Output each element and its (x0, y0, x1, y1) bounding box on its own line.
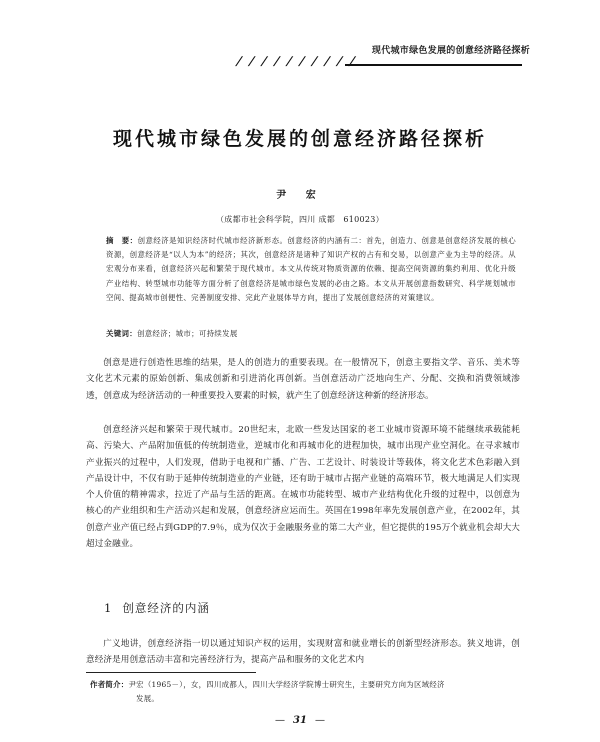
footnote-continuation: 发展。 (136, 694, 160, 703)
body-paragraph-2: 创意经济兴起和繁荣于现代城市。20世纪末，北欧一些发达国家的老工业城市资源环境不能继续承载能耗高、污染大、产品附加值低的传统制造业，逆城市化和再城市化的进程加快，城市出现产业空洞化。在寻求城市产业振兴的过程中，人们发现，借助于电视和广播、广告、工艺设计、时装设计等载体，将文化艺术色彩融入到产品设计中，不仅有助于延伸传统制造业的产业链，还有助于城市占据产业链的高端环节，极大地满足人们实现个人价值的精神需求，拉近了产品与生活的距离。在城市功能转型、城市产业结构优化升级的过程中，以创意为核心的产业组织和生产活动兴起和发展，创意经济应运而生。英国在1998年率先发展创意产业，在2002年，其创意产业产值已经占到GDP的7.9％，成为仅次于金融服务业的第二大产业，但它提供的195万个就业机会却大大超过金融业。 (86, 425, 520, 550)
running-head-ornament: / / / / / / / / / / (234, 54, 359, 68)
section-heading (104, 600, 210, 616)
footnote-label: 作者简介： (90, 680, 129, 689)
affiliation: （成都市社会科学院，四川 成都 610023） (216, 215, 384, 224)
page-number (0, 715, 600, 726)
article-title: 现代城市绿色发展的创意经济路径探析 (112, 128, 487, 150)
running-head-title: 现代城市绿色发展的创意经济路径探析 (371, 46, 530, 56)
keywords (106, 327, 516, 341)
keywords-text: 创意经济；城市；可持续发展 (136, 329, 238, 338)
footnote-rule (86, 672, 256, 673)
page-dash-left: — (275, 715, 286, 726)
section-title: 创意经济的内涵 (122, 601, 210, 615)
footnote (90, 678, 520, 706)
page-dash-right: — (314, 715, 325, 726)
section-number: 1 (104, 601, 113, 615)
abstract-label: 摘 要： (106, 236, 138, 245)
running-head (0, 10, 600, 72)
running-head-rule (345, 64, 522, 66)
body-paragraph-1: 创意是进行创造性思维的结果，是人的创造力的重要表现。在一般情况下，创意主要指文学、音乐、美术等文化艺术元素的原始创新、集成创新和引进消化再创新。当创意活动广泛地向生产、分配、交换和消费领域渗透，创意成为经济活动的一种重要投入要素的时候，就产生了创意经济这种新的经济形态。 (86, 358, 520, 401)
keywords-label: 关键词： (106, 329, 137, 338)
body-paragraph-3: 广义地讲，创意经济指一切以通过知识产权的运用，实现财富和就业增长的创新型经济形态。狭义地讲，创意经济是用创意活动丰富和完善经济行为，提高产品和服务的文化艺术内 (86, 639, 520, 666)
author: 尹 宏 (276, 190, 324, 201)
footnote-text: 尹宏（1965－），女，四川成都人，四川大学经济学院博士研究生，主要研究方向为区域经济 (128, 680, 445, 689)
abstract (106, 234, 516, 305)
page-number-value: 31 (293, 715, 307, 726)
abstract-text: 创意经济是知识经济时代城市经济新形态。创意经济的内涵有二：首先，创造力、创意是创意经济发展的核心资源，创意经济是“以人为本”的经济；其次，创意经济是诸种了知识产权的占有和交易，以创意产业为主导的经济。从宏观分布来看，创意经济兴起和繁荣于现代城市。本文从传统对物质资源的依赖、提高空间资源的集约利用、优化升级产业结构、转型城市功能等方面分析了创意经济是城市绿色发展的必由之路。本文从开展创意指数研究、科学规划城市空间、提高城市创便性、完善制度安排、完此产业展体导方向，提出了发展创意经济的对策建议。 (106, 236, 517, 302)
